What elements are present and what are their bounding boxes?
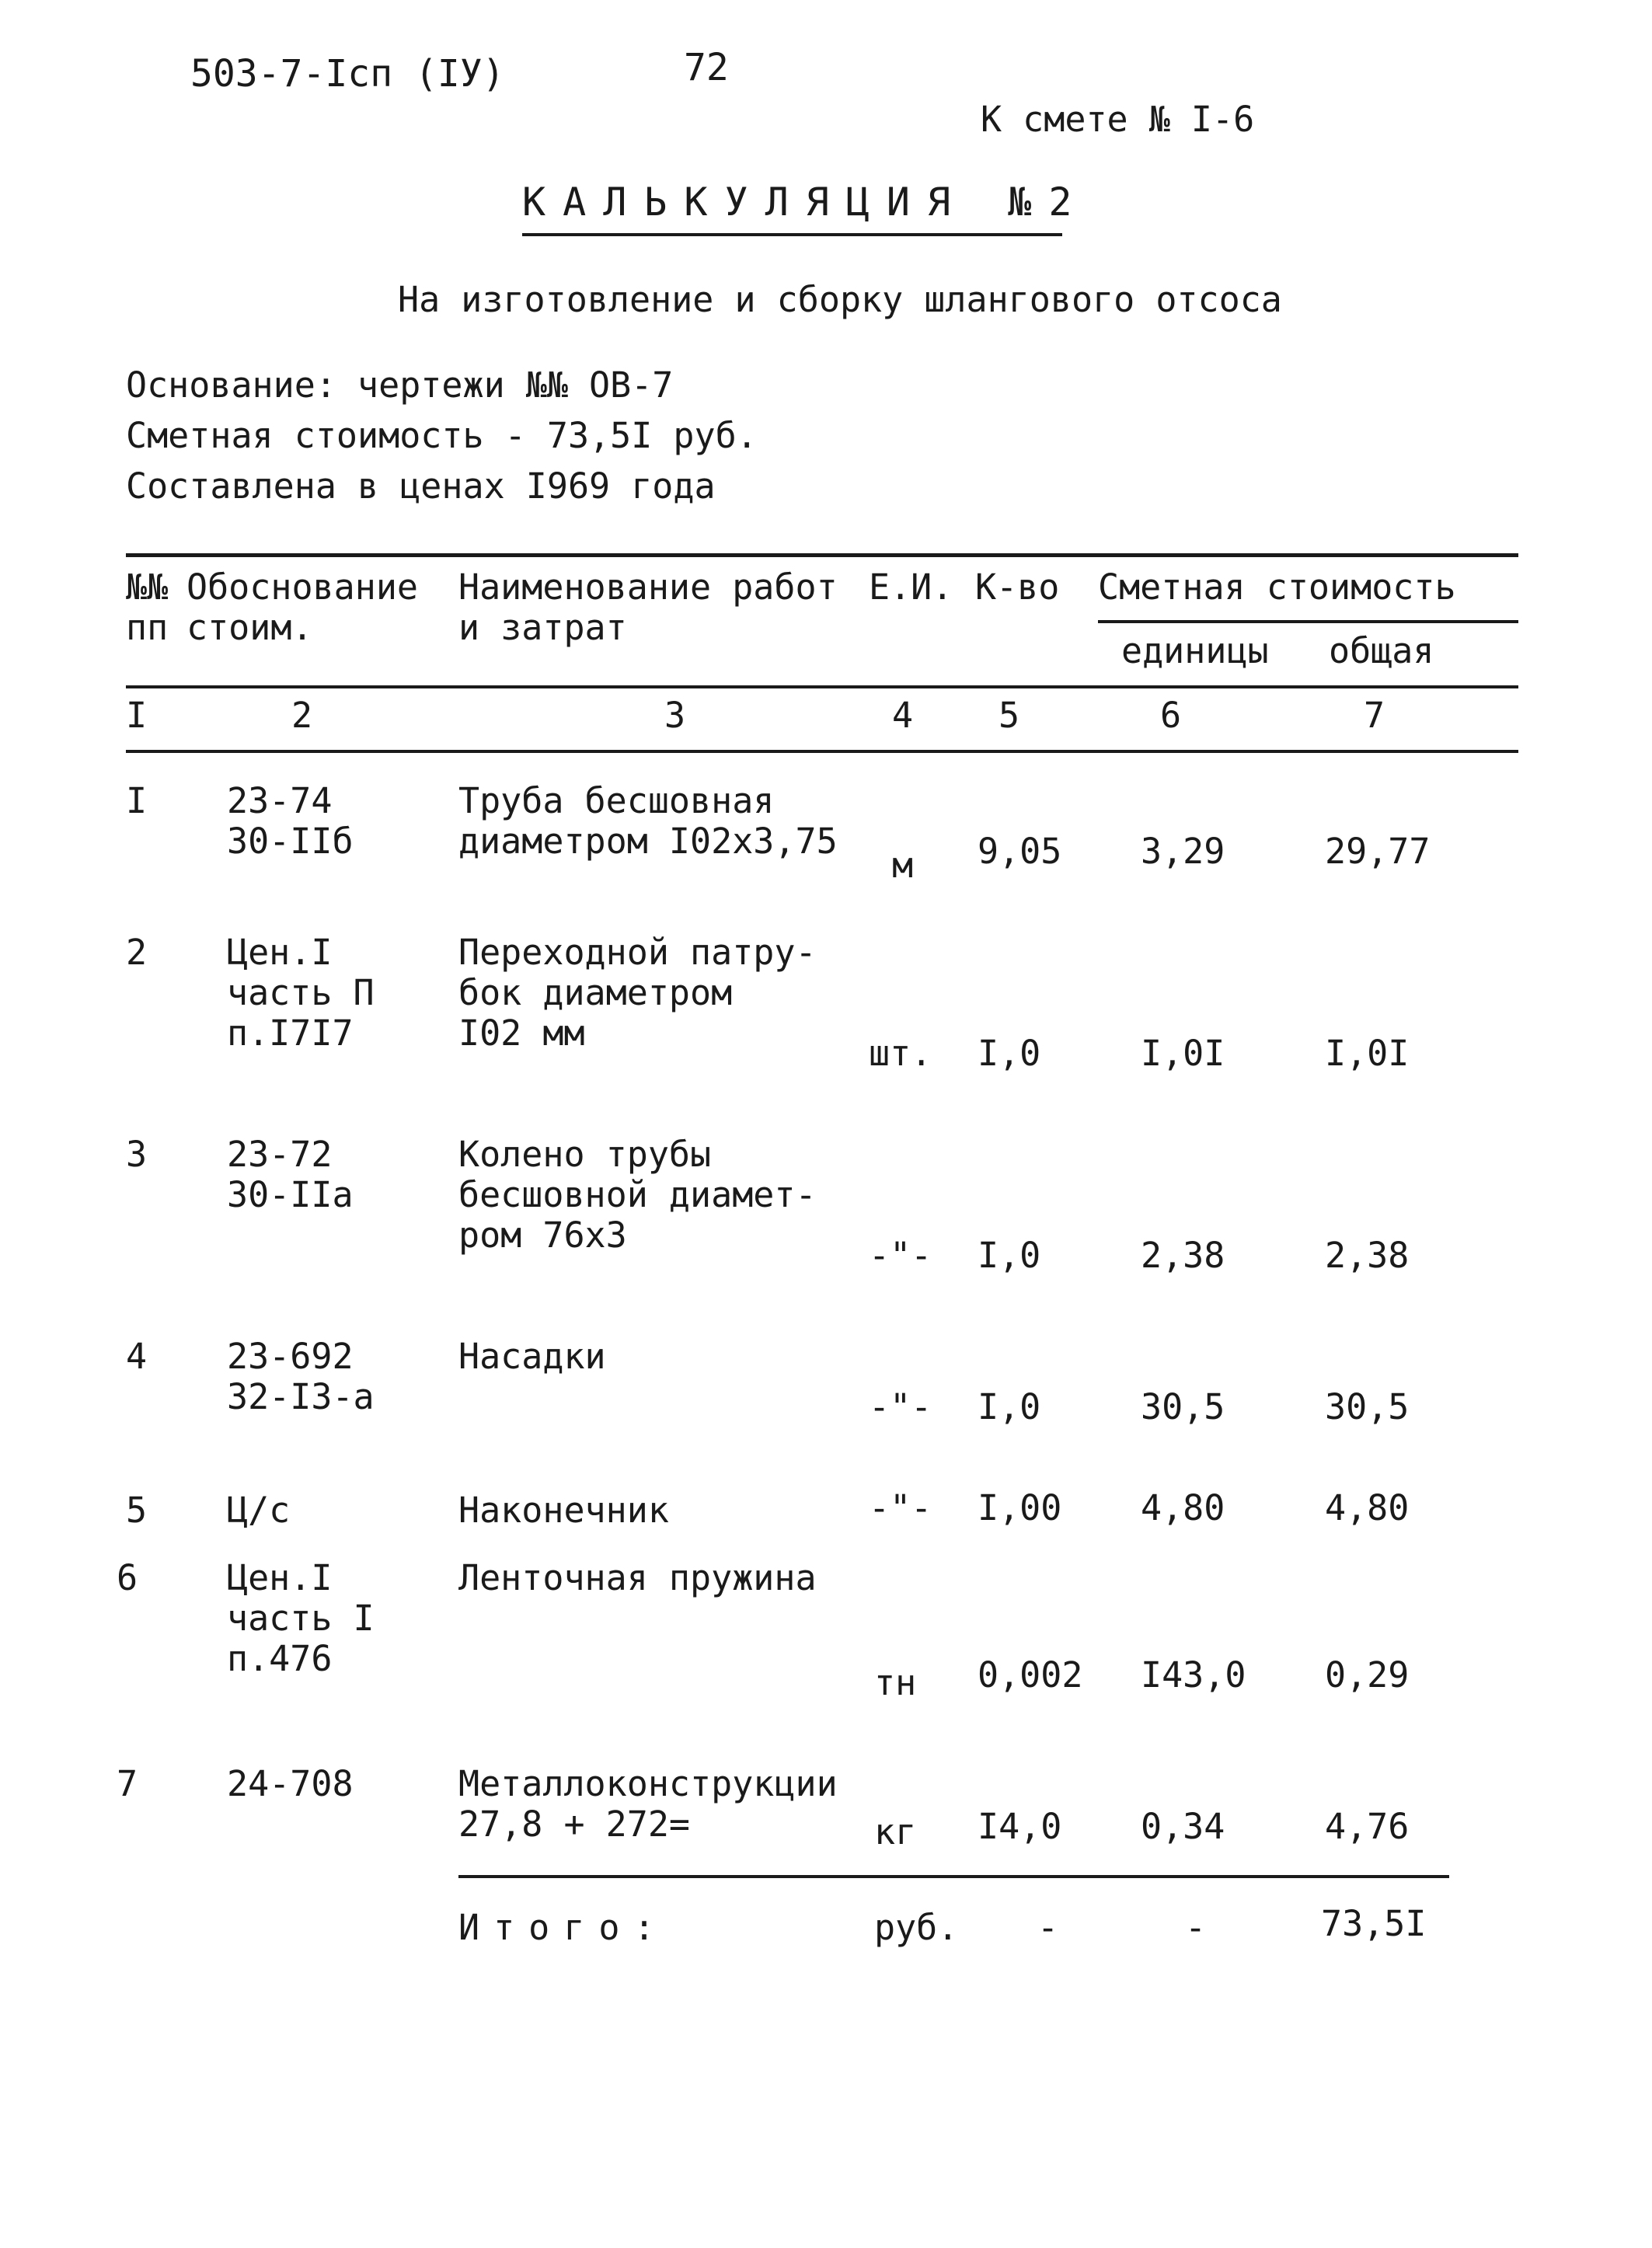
row-total: 30,5 — [1325, 1386, 1410, 1427]
row-number: 6 — [117, 1557, 138, 1598]
row-unit-cost: I43,0 — [1141, 1654, 1246, 1696]
row-unit: м — [892, 845, 914, 886]
column-number-4: 4 — [892, 695, 914, 736]
row-name: Колено трубы бесшовной диамет- ром 76х3 — [458, 1134, 817, 1256]
document-subtitle: На изготовление и сборку шлангового отсоса — [398, 279, 1282, 320]
row-name: Переходной патру- бок диаметром I02 мм — [458, 932, 817, 1054]
header-group-rule — [1098, 620, 1518, 623]
header-bottom-rule — [126, 685, 1518, 688]
total-quantity: - — [1037, 1907, 1059, 1948]
row-quantity: 9,05 — [978, 831, 1062, 872]
row-number: 5 — [126, 1490, 148, 1531]
row-name: Наконечник — [458, 1490, 669, 1531]
heading-underline — [522, 233, 1062, 236]
row-unit: кг — [874, 1811, 917, 1852]
total-unit: руб. — [874, 1907, 959, 1948]
document-heading: КАЛЬКУЛЯЦИЯ №2 — [522, 179, 1089, 225]
row-quantity: I,00 — [978, 1487, 1062, 1528]
row-name: Металлоконструкции 27,8 + 272= — [458, 1763, 838, 1845]
estimate-reference: К смете № I-6 — [981, 99, 1255, 140]
row-basis: Ц/с — [227, 1490, 291, 1531]
header-estimated-cost-group: Сметная стоимость — [1098, 566, 1456, 608]
row-total: 0,29 — [1325, 1654, 1410, 1696]
row-unit-cost: 4,80 — [1141, 1487, 1225, 1528]
row-unit-cost: I,0I — [1141, 1033, 1225, 1074]
cost-line: Сметная стоимость - 73,5I руб. — [126, 415, 758, 456]
total-amount: 73,5I — [1321, 1903, 1427, 1944]
document-code: 503-7-Iсп (IУ) — [190, 52, 505, 96]
column-number-2: 2 — [291, 695, 313, 736]
row-basis: Цен.I часть П п.I7I7 — [227, 932, 375, 1054]
basis-line: Основание: чертежи №№ ОВ-7 — [126, 364, 674, 406]
header-col-unit-cost: единицы — [1121, 630, 1269, 671]
row-basis: 23-74 30-IIб — [227, 780, 354, 862]
row-total: 4,80 — [1325, 1487, 1410, 1528]
column-numbers-rule — [126, 750, 1518, 753]
row-quantity: I4,0 — [978, 1806, 1062, 1847]
column-number-3: 3 — [664, 695, 686, 736]
row-total: 29,77 — [1325, 831, 1431, 872]
column-number-1: I — [126, 695, 148, 736]
row-unit-cost: 0,34 — [1141, 1806, 1225, 1847]
row-basis: 24-708 — [227, 1763, 354, 1804]
row-basis: 23-72 30-IIа — [227, 1134, 354, 1215]
header-col-unit: Е.И. — [869, 566, 953, 608]
row-total: 4,76 — [1325, 1806, 1410, 1847]
total-label: Итого: — [458, 1907, 669, 1948]
header-col-total: общая — [1329, 630, 1434, 671]
row-number: 4 — [126, 1336, 148, 1377]
row-quantity: 0,002 — [978, 1654, 1083, 1696]
row-number: 2 — [126, 932, 148, 973]
prices-line: Составлена в ценах I969 года — [126, 465, 716, 507]
row-unit: тн — [874, 1662, 917, 1703]
header-col-quantity: К-во — [975, 566, 1060, 608]
column-number-5: 5 — [999, 695, 1020, 736]
column-number-7: 7 — [1364, 695, 1385, 736]
column-number-6: 6 — [1160, 695, 1182, 736]
row-basis: Цен.I часть I п.476 — [227, 1557, 375, 1679]
row-unit: -"- — [869, 1386, 932, 1427]
row-total: I,0I — [1325, 1033, 1410, 1074]
row-name: Труба бесшовная диаметром I02х3,75 — [458, 780, 838, 862]
row-quantity: I,0 — [978, 1235, 1041, 1276]
row-total: 2,38 — [1325, 1235, 1410, 1276]
total-rule — [458, 1875, 1449, 1878]
row-basis: 23-692 32-I3-а — [227, 1336, 375, 1417]
row-unit-cost: 30,5 — [1141, 1386, 1225, 1427]
row-name: Ленточная пружина — [458, 1557, 817, 1598]
header-col-number: №№ пп — [126, 566, 169, 648]
row-number: 7 — [117, 1763, 138, 1804]
row-unit: шт. — [869, 1033, 932, 1074]
page-number: 72 — [684, 46, 729, 89]
row-unit: -"- — [869, 1487, 932, 1528]
total-unit-cost: - — [1185, 1907, 1207, 1948]
row-unit-cost: 2,38 — [1141, 1235, 1225, 1276]
row-number: 3 — [126, 1134, 148, 1175]
table-top-rule — [126, 553, 1518, 557]
row-unit-cost: 3,29 — [1141, 831, 1225, 872]
row-unit: -"- — [869, 1235, 932, 1276]
row-name: Насадки — [458, 1336, 606, 1377]
header-col-name: Наименование работ и затрат — [458, 566, 838, 648]
row-quantity: I,0 — [978, 1033, 1041, 1074]
header-col-basis: Обоснование стоим. — [186, 566, 419, 648]
row-number: I — [126, 780, 148, 821]
row-quantity: I,0 — [978, 1386, 1041, 1427]
